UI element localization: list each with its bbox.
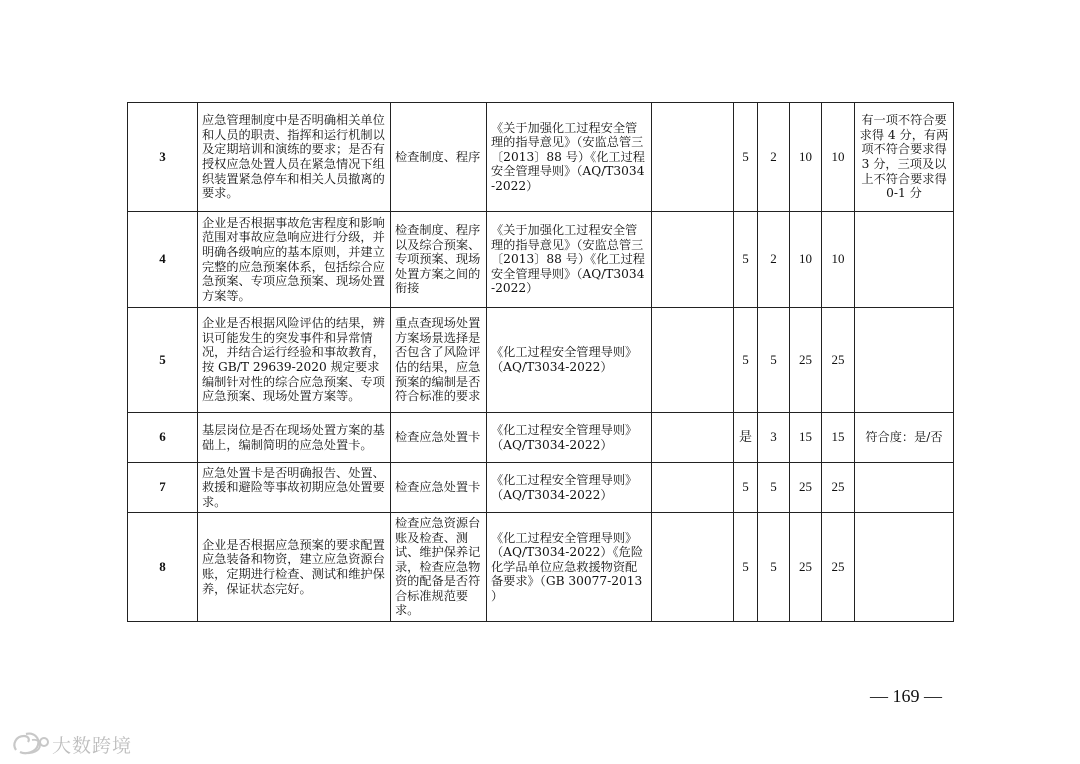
basis-cell: 《化工过程安全管理导则》（AQ/T3034-2022） <box>487 463 652 513</box>
requirement-cell: 基层岗位是否在现场处置方案的基础上，编制简明的应急处置卡。 <box>198 413 391 463</box>
row-number: 3 <box>128 103 198 212</box>
watermark-text: 大数跨境 <box>52 735 133 757</box>
value-cell-4: 10 <box>822 212 855 308</box>
value-cell-3: 25 <box>790 308 822 413</box>
blank-cell <box>652 413 734 463</box>
value-cell-1: 5 <box>734 513 758 622</box>
value-cell-2: 5 <box>758 463 790 513</box>
value-cell-2: 5 <box>758 308 790 413</box>
value-cell-3: 15 <box>790 413 822 463</box>
requirement-cell: 企业是否根据风险评估的结果，辨识可能发生的突发事件和异常情况，并结合运行经验和事故教育，按 GB/T 29639-2020 规定要求编制针对性的综合应急预案、专项应急预案、现场处置方案等。 <box>198 308 391 413</box>
value-cell-4: 25 <box>822 308 855 413</box>
value-cell-4: 25 <box>822 513 855 622</box>
remark-cell: 符合度：是/否 <box>855 413 954 463</box>
basis-cell: 《关于加强化工过程安全管理的指导意见》（安监总管三〔2013〕88 号）《化工过程安全管理导则》（AQ/T3034-2022） <box>487 212 652 308</box>
remark-cell <box>855 308 954 413</box>
table-row <box>128 103 954 212</box>
value-cell-1: 5 <box>734 463 758 513</box>
value-cell-4: 15 <box>822 413 855 463</box>
basis-cell: 《化工过程安全管理导则》（AQ/T3034-2022） <box>487 413 652 463</box>
value-cell-1: 5 <box>734 103 758 212</box>
requirement-cell: 企业是否根据事故危害程度和影响范围对事故应急响应进行分级，并明确各级响应的基本原则，并建立完整的应急预案体系，包括综合应急预案、专项应急预案、现场处置方案等。 <box>198 212 391 308</box>
value-cell-4: 25 <box>822 463 855 513</box>
remark-cell <box>855 513 954 622</box>
row-number: 5 <box>128 308 198 413</box>
method-cell: 重点查现场处置方案场景选择是否包含了风险评估的结果，应急预案的编制是否符合标准的要求 <box>391 308 487 413</box>
method-cell: 检查应急资源台账及检查、测试、维护保养记录，检查应急物资的配备是否符合标准规范要求。 <box>391 513 487 622</box>
basis-cell: 《化工过程安全管理导则》（AQ/T3034-2022）《危险化学品单位应急救援物资配备要求》（GB 30077-2013 ） <box>487 513 652 622</box>
remark-cell: 有一项不符合要求得 4 分，有两项不符合要求得 3 分，三项及以上不符合要求得 0-1 分 <box>855 103 954 212</box>
value-cell-3: 10 <box>790 212 822 308</box>
remark-cell <box>855 212 954 308</box>
basis-cell: 《关于加强化工过程安全管理的指导意见》（安监总管三〔2013〕88 号）《化工过程安全管理导则》（AQ/T3034-2022） <box>487 103 652 212</box>
blank-cell <box>652 463 734 513</box>
value-cell-1: 5 <box>734 308 758 413</box>
inspection-table <box>127 102 954 622</box>
method-cell: 检查应急处置卡 <box>391 463 487 513</box>
value-cell-3: 25 <box>790 513 822 622</box>
row-number: 6 <box>128 413 198 463</box>
row-number: 8 <box>128 513 198 622</box>
method-cell: 检查制度、程序 <box>391 103 487 212</box>
value-cell-2: 3 <box>758 413 790 463</box>
value-cell-3: 25 <box>790 463 822 513</box>
requirement-cell: 应急管理制度中是否明确相关单位和人员的职责、指挥和运行机制以及定期培训和演练的要求；是否有授权应急处置人员在紧急情况下组织装置紧急停车和相关人员撤离的要求。 <box>198 103 391 212</box>
blank-cell <box>652 308 734 413</box>
value-cell-1: 5 <box>734 212 758 308</box>
blank-cell <box>652 212 734 308</box>
table-row <box>128 463 954 513</box>
table-row <box>128 513 954 622</box>
table-row <box>128 308 954 413</box>
value-cell-3: 10 <box>790 103 822 212</box>
row-number: 4 <box>128 212 198 308</box>
table-row <box>128 212 954 308</box>
value-cell-4: 10 <box>822 103 855 212</box>
method-cell: 检查制度、程序以及综合预案、专项预案、现场处置方案之间的衔接 <box>391 212 487 308</box>
page-number: — 169 — <box>870 686 942 706</box>
value-cell-2: 2 <box>758 103 790 212</box>
requirement-cell: 应急处置卡是否明确报告、处置、救援和避险等事故初期应急处置要求。 <box>198 463 391 513</box>
blank-cell <box>652 513 734 622</box>
requirement-cell: 企业是否根据应急预案的要求配置应急装备和物资，建立应急资源台账，定期进行检查、测试和维护保养，保证状态完好。 <box>198 513 391 622</box>
value-cell-2: 5 <box>758 513 790 622</box>
method-cell: 检查应急处置卡 <box>391 413 487 463</box>
row-number: 7 <box>128 463 198 513</box>
value-cell-1: 是 <box>734 413 758 463</box>
blank-cell <box>652 103 734 212</box>
basis-cell: 《化工过程安全管理导则》（AQ/T3034-2022） <box>487 308 652 413</box>
remark-cell <box>855 463 954 513</box>
value-cell-2: 2 <box>758 212 790 308</box>
table-row <box>128 413 954 463</box>
